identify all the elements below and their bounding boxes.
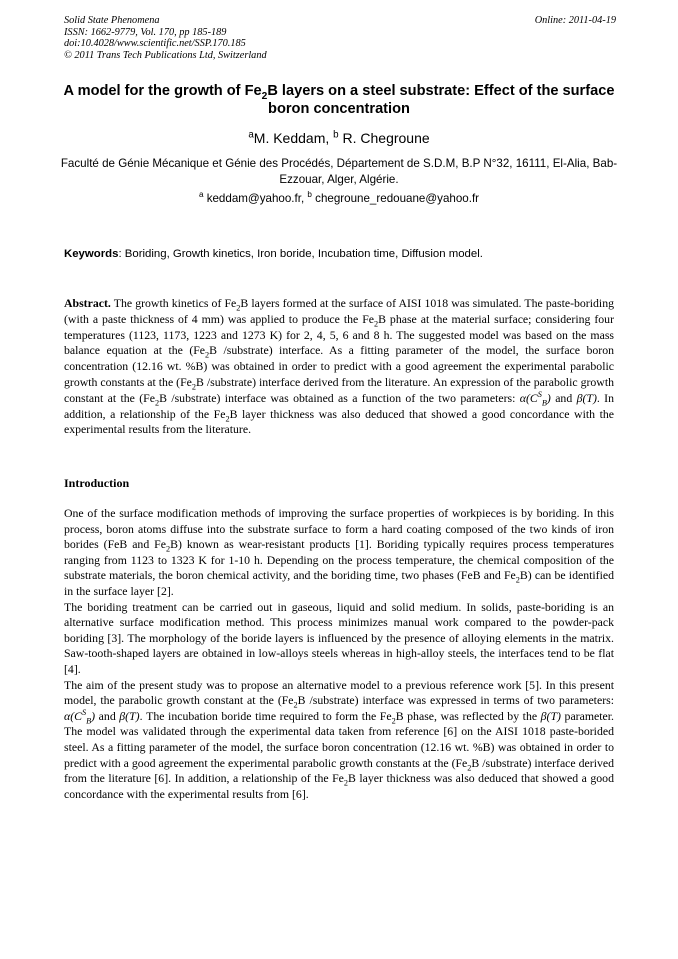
email-a[interactable]: keddam@yahoo.fr, [203, 192, 308, 205]
intro-text: B /substrate) interface was expressed in terms of two parameters: [297, 693, 614, 708]
email-b[interactable]: chegroune_redouane@yahoo.fr [311, 192, 480, 205]
intro-text: B) known as wear-resistant products [1]. Boriding typically requires process temperatures ranging from 1123 to 1323 K for 1-10 h. Depending on the process temperature, the chemical composition of the substrate materials, the boron chemical activity, and the boriding time, two phases (FeB and Fe [64, 537, 614, 583]
beta-param: β(T) [119, 708, 140, 723]
title-text: A model for the growth of Fe [63, 83, 262, 99]
beta-param: β(T) [540, 708, 561, 723]
beta-param: β(T) [576, 390, 597, 405]
title-text-cont: B layers on a steel substrate: Effect of the surface boron concentration [267, 83, 615, 117]
subscript: 2 [391, 716, 396, 726]
abstract-text: B layer thickness was also deduced that showed a good concordance with the experimental results from the literature. [64, 406, 615, 437]
intro-text: B /substrate) interface derived from the literature [6]. In addition, a relationship of the Fe [64, 755, 614, 786]
alpha-sup: S [537, 389, 542, 399]
keywords [64, 247, 616, 261]
alpha-open: α(C [64, 708, 82, 723]
abstract-text: B /substrate) interface derived from the literature. An expression of the parabolic growth constant at the (Fe [64, 374, 614, 405]
author-b-name: R. Chegroune [338, 130, 430, 146]
subscript: 2 [191, 382, 197, 392]
intro-paragraph-1 [64, 506, 614, 600]
author-a-name: M. Keddam, [253, 130, 334, 146]
alpha-param [64, 707, 96, 726]
keywords-label: Keywords [64, 248, 119, 260]
intro-paragraph-3 [64, 678, 614, 803]
intro-text: and [95, 708, 120, 723]
journal-header [64, 15, 616, 61]
alpha-param [519, 389, 551, 408]
author-a-mark: a [248, 129, 254, 141]
alpha-close: ) [546, 390, 551, 405]
abstract-text: B /substrate) interface. As a fitting parameter of the model, the surface boron concentration (12.16 wt. %B) was obtained in order to predict with a good agreement the experimental parabolic growth constants at the (Fe [64, 343, 614, 389]
intro-text: B phase, was reflected by the [395, 708, 541, 723]
subscript: 2 [467, 762, 472, 772]
subscript: 2 [165, 544, 171, 554]
email-b-mark: b [307, 190, 312, 200]
abstract-text: B phase at the material surface; considering four temperatures (1123, 1173, 1223 and 1273 K) for 2, 4, 5, 6 and 8 h. The suggested model was based on the mass balance equation at the (Fe [64, 311, 615, 358]
title-subscript: 2 [261, 90, 268, 102]
keywords-text: : Boriding, Growth kinetics, Iron boride, Incubation time, Diffusion model. [118, 248, 483, 260]
affiliation: Faculté de Génie Mécanique et Génie des Procédés, Département de S.D.M, B.P N°32, 16111, El-Alia, Bab- Ezzouar, Alger, Algérie. [60, 157, 618, 186]
alpha-close: ) [91, 708, 96, 723]
intro-text: parameter. The model was validated through the experimental data taken from reference [6] on the AISI 1018 paste-borided steel. As a fitting parameter of the model, the surface boron concentration (12.16 wt. %B) was obtained in order to predict with a good agreement the experimental parabolic growth constants at the (Fe [64, 708, 614, 770]
doi-line: doi:10.4028/www.scientific.net/SSP.170.185 [64, 38, 246, 50]
issn-line: ISSN: 1662-9779, Vol. 170, pp 185-189 [64, 26, 227, 38]
abstract [64, 296, 614, 438]
subscript: 2 [374, 319, 379, 329]
intro-text: B) can be identified in the surface layer [2]. [64, 568, 615, 598]
abstract-text: and [550, 390, 577, 405]
alpha-sub: B [541, 398, 547, 408]
author-list [56, 129, 622, 147]
abstract-text: B layers formed at the surface of AISI 1018 was simulated. The paste-boriding (with a paste thickness of 4 mm) was applied to produce the Fe [64, 296, 614, 326]
section-heading-introduction: Introduction [64, 476, 130, 490]
subscript: 2 [154, 398, 160, 408]
intro-paragraph-2: The boriding treatment can be carried out in gaseous, liquid and solid medium. In solids, paste-boriding is an alternative surface modification method. This process minimizes manual work compared to the powder-pack boriding [3]. The morphology of the boride layers is influenced by the presence of alloying elements in the matrix. Saw-tooth-shaped layers are obtained in low-alloys steels whereas in high-alloy steels, the interfaces tend to be flat [4]. [64, 599, 614, 676]
abstract-text: B /substrate) interface was obtained as a function of the two parameters: [159, 390, 520, 405]
abstract-label: Abstract. [64, 296, 111, 310]
intro-text: . The incubation boride time required to form the Fe [139, 708, 392, 723]
subscript: 2 [293, 700, 298, 710]
subscript: 2 [225, 413, 230, 423]
intro-text: B layer thickness was also deduced that showed a good concordance with the experimental results from [6]. [64, 771, 614, 801]
email-a-mark: a [198, 190, 204, 200]
subscript: 2 [515, 575, 520, 585]
author-b-mark: b [333, 129, 339, 141]
abstract-text: The growth kinetics of Fe [110, 296, 237, 310]
paper-title [56, 82, 622, 118]
subscript: 2 [343, 778, 349, 788]
intro-text: One of the surface modification methods of improving the surface properties of workpieces is by boriding. In this process, boron atoms diffuse into the substrate surface to form a hard coating composed of the two kinds of iron borides (FeB and Fe [64, 506, 614, 552]
introduction-body [64, 506, 614, 802]
abstract-text: . In addition, a relationship of the Fe [64, 390, 614, 421]
online-date: Online: 2011-04-19 [534, 15, 616, 26]
intro-text: The aim of the present study was to propose an alternative model to a previous reference work [5]. In this present model, the parabolic growth constant at the (Fe [64, 677, 614, 708]
author-emails [56, 192, 622, 206]
subscript: 2 [205, 350, 210, 360]
alpha-sup: S [82, 707, 87, 717]
alpha-sub: B [86, 716, 92, 726]
journal-name: Solid State Phenomena [64, 15, 160, 26]
alpha-open: α(C [519, 390, 538, 405]
copyright-line: © 2011 Trans Tech Publications Ltd, Switzerland [64, 49, 267, 61]
subscript: 2 [236, 303, 241, 313]
